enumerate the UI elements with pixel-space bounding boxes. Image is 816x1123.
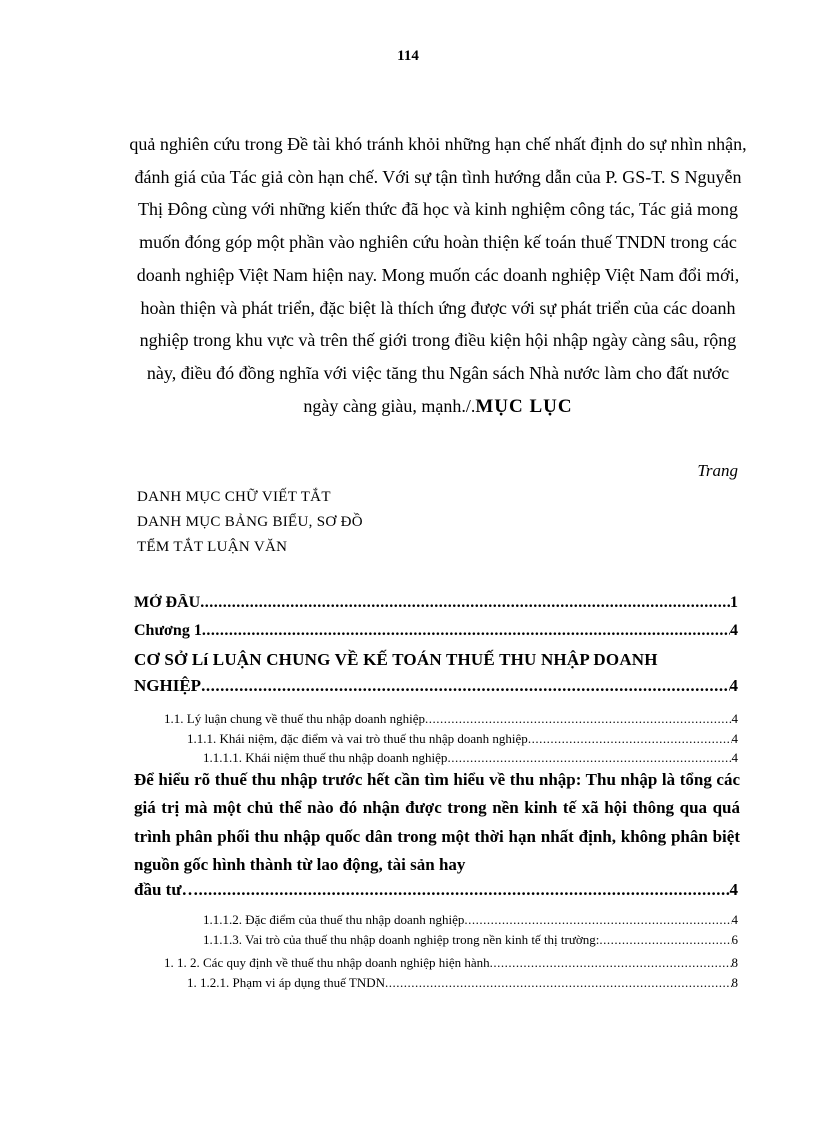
closing-paragraph [128,128,748,423]
toc-leader [202,622,730,640]
toc-entry-label: 1.1.1. Khái niệm, đặc điểm và vai trò thuế thu nhập doanh nghiệp [187,731,528,746]
toc-leader [425,711,731,727]
toc-entry-page: 4 [731,750,738,765]
toc-title: MỤC LỤC [475,395,573,417]
toc-entry-page: 4 [729,880,738,899]
toc-entry-thu-nhap-end[interactable] [134,880,738,900]
toc-entry-label: 1.1. Lý luận chung về thuế thu nhập doanh nghiệp [164,711,426,726]
toc-leader [464,912,731,928]
toc-leader [447,750,731,766]
toc-entry-thu-nhap-text[interactable] [134,766,740,879]
toc-leader [528,731,732,747]
front-matter-abbreviations: DANH MỤC CHỮ VIẾT TẮT [137,489,331,505]
toc-entry-label: 1.1.1.2. Đặc điểm của thuế thu nhập doanh nghiệp [203,912,465,927]
toc-entry-page: 4 [729,676,738,695]
toc-entry-label: đầu tư… [134,880,199,899]
toc-entry-page: 4 [730,622,738,639]
toc-entry-1-1[interactable] [164,711,738,727]
toc-entry-1-1-1-2[interactable] [203,912,738,928]
toc-leader [199,880,730,900]
toc-entry-label: 1.1.1.3. Vai trò của thuế thu nhập doanh nghiệp trong nền kinh tế thị trường: [203,932,600,947]
closing-paragraph-text: quả nghiên cứu trong Đề tài khó tránh khỏi những hạn chế nhất định do sự nhìn nhận, đánh giá của Tác giả còn hạn chế. Với sự tận tình hướng dẫn của P. GS-T. S Nguyễn Thị Đông cùng với những kiến thức đã học và kinh nghiệm công tác, Tác giả mong muốn đóng góp một phần vào nghiên cứu hoàn thiện kế toán thuế TNDN trong các doanh nghiệp Việt Nam hiện nay. Mong muốn các doanh nghiệp Việt Nam đổi mới, hoàn thiện và phát triển, đặc biệt là thích ứng được với sự phát triển của các doanh nghiệp trong khu vực và trên thế giới trong điều kiện hội nhập ngày càng sâu, rộng này, điều đó đồng nghĩa với việc tăng thu Ngân sách Nhà nước làm cho đất nước ngày càng giàu, mạnh./. [129,134,747,416]
toc-leader [200,594,730,612]
toc-entry-long-label: Để hiểu rõ thuế thu nhập trước hết cần tìm hiểu về thu nhập: Thu nhập là tổng các giá trị mà một chủ thể nào đó nhận được trong nền kinh tế xã hội thông qua quá trình phân phối thu nhập quốc dân trong một thời hạn nhất định, không phân biệt nguồn gốc hình thành từ lao động, tài sản hay [134,770,740,874]
toc-entry-chuong-1-title[interactable] [134,646,740,674]
toc-entry-page: 4 [731,912,738,927]
toc-entry-page: 8 [731,975,738,990]
chapter-title-line: CƠ SỞ Lí LUẬN CHUNG VỀ KẾ TOÁN THUẾ THU NHẬP DOANH [134,650,658,669]
toc-entry-page: 4 [731,731,738,746]
toc-entry-page: 8 [731,955,738,970]
toc-leader [201,676,729,696]
toc-entry-page: 4 [731,711,738,726]
toc-entry-page: 6 [731,932,738,947]
page-number: 114 [397,48,419,64]
toc-entry-label: Chương 1 [134,622,202,639]
toc-leader [599,932,731,948]
toc-leader [385,975,732,991]
toc-entry-label: 1. 1.2.1. Phạm vi áp dụng thuế TNDN [187,975,385,990]
toc-entry-1-1-2-1[interactable] [187,975,738,991]
toc-leader [490,955,732,971]
page-column-label: Trang [697,461,738,480]
toc-entry-1-1-2[interactable] [164,955,738,971]
toc-entry-mo-dau[interactable] [134,594,738,612]
toc-entry-1-1-1[interactable] [187,731,738,747]
toc-entry-label: MỞ ĐẦU [134,594,201,611]
toc-entry-chuong-1[interactable] [134,622,738,640]
toc-entry-1-1-1-1[interactable] [203,750,738,766]
toc-entry-page: 1 [730,594,738,611]
toc-entry-label: NGHIỆP [134,676,202,695]
front-matter-summary: TỂM TẮT LUẬN VĂN [137,539,288,555]
toc-entry-1-1-1-3[interactable] [203,932,738,948]
front-matter-tables-diagrams: DANH MỤC BẢNG BIỂU, SƠ ĐỒ [137,514,363,530]
toc-entry-label: 1.1.1.1. Khái niệm thuế thu nhập doanh nghiệp [203,750,448,765]
toc-entry-chuong-1-title-end[interactable] [134,676,738,696]
toc-entry-label: 1. 1. 2. Các quy định về thuế thu nhập doanh nghiệp hiện hành [164,955,490,970]
